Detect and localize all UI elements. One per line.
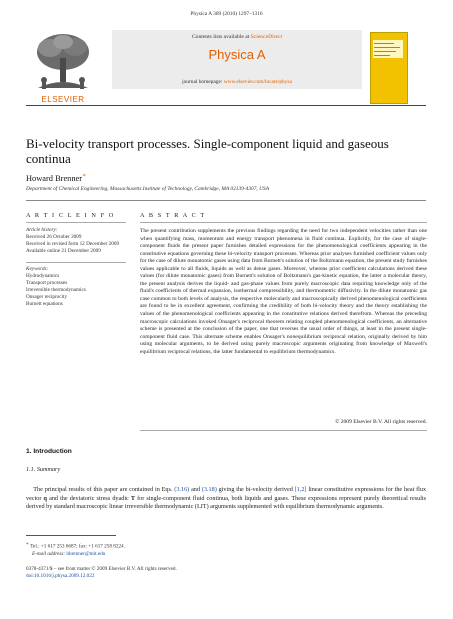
- body-text-run: giving the bi-velocity derived: [218, 486, 293, 493]
- email-label: E-mail address:: [32, 551, 66, 558]
- journal-homepage: [112, 79, 362, 85]
- footnote-rule: [26, 535, 116, 536]
- section-heading: 1. Introduction: [26, 448, 72, 455]
- article-history: [26, 227, 136, 255]
- body-text-run: and: [191, 486, 200, 493]
- homepage-link[interactable]: www.elsevier.com/locate/physa: [223, 79, 292, 85]
- citation-link[interactable]: [1,2]: [294, 486, 307, 493]
- journal-name: Physica A: [208, 47, 266, 62]
- footnote: [26, 540, 125, 559]
- sciencedirect-link[interactable]: ScienceDirect: [250, 34, 283, 40]
- keyword-item: Transport processes: [26, 280, 68, 286]
- equation-ref-link[interactable]: (3.16): [174, 486, 190, 493]
- body-text-run: The principal results of this paper are contained in Eqs.: [33, 486, 173, 493]
- history-item: Available online 21 December 2009: [26, 248, 101, 254]
- footnote-email-line: [26, 551, 125, 558]
- abstract-heading: A B S T R A C T: [140, 212, 206, 219]
- doi-link[interactable]: doi:10.1016/j.physa.2009.12.022: [26, 573, 95, 580]
- keywords-label: Keywords:: [26, 266, 49, 272]
- body-text-run: linear constitutive expressions for the heat flux vector: [26, 486, 427, 502]
- body-paragraph: [26, 486, 426, 512]
- homepage-prefix: journal homepage:: [182, 79, 224, 85]
- body-text-run: and the deviatoric stress dyadic: [49, 494, 129, 502]
- keyword-item: Hydrodynamics: [26, 273, 60, 279]
- symbol-q: q: [43, 494, 47, 502]
- abstract-rule: [140, 222, 427, 223]
- symbol-T: T: [130, 494, 136, 502]
- cover-text-line: [374, 55, 390, 56]
- keywords-block: [26, 266, 136, 308]
- history-item: Received 26 October 2009: [26, 234, 82, 240]
- affiliation: Department of Chemical Engineering, Massachusetts Institute of Technology, Cambridge, MA 02139-4307, USA: [26, 186, 270, 192]
- masthead-rule: [26, 105, 426, 106]
- cover-text-line: [374, 43, 394, 44]
- cover-text-line: [374, 47, 400, 48]
- equation-ref-link[interactable]: (3.18): [201, 486, 217, 493]
- header-rule: [26, 200, 426, 201]
- elsevier-tree-logo: [28, 30, 98, 92]
- article-title: Bi-velocity transport processes. Single-component liquid and gaseous continua: [26, 136, 389, 166]
- article-info-heading: A R T I C L E I N F O: [26, 212, 115, 219]
- keyword-item: Irreversible thermodynamics: [26, 287, 86, 293]
- issn-block: [26, 566, 177, 581]
- keyword-item: Burnett equations: [26, 301, 63, 307]
- doi-line: [26, 573, 177, 580]
- contents-line: [112, 34, 362, 40]
- author-line: [26, 172, 86, 183]
- keyword-item: Onsager reciprocity: [26, 294, 68, 300]
- email-link[interactable]: hbrenner@mit.edu: [66, 551, 106, 558]
- contents-prefix: Contents lists available at: [191, 34, 251, 40]
- body-text-run: for single-component fluid continua, both liquids and gases. These expressions represent purely theoretical results derived by standard macroscopic linear irreversible thermodynamic (LIT) arguments supplemented with equilibrium thermodynamic arguments.: [26, 494, 427, 511]
- history-label: Article history:: [26, 227, 58, 233]
- footnote-tel: Tel.: +1 617 253 6687; fax: +1 617 258 8224.: [30, 543, 125, 550]
- abstract-text: The present contribution supplements the previous findings regarding the need for two independent velocities rather than one when quantifying mass, momentum and energy transport phenomena in fluid continua. Explicitly, for the case of single-component fluids the present paper furnishes detailed expressions for the phenomenological coefficients appearing in the constitutive equations governing these bi-velocity transport processes. Whereas prior analyses furnished coefficient values only for the case of dilute monatomic gases using data from Burnett's solution of the Boltzmann equation, the present study furnishes values applicable to all fluids, liquids as well as dense gases. Moreover, whereas prior coefficient calculations derived these values (for dilute monatomic gases) from Burnett's solution of Boltzmann's gas-kinetic equation, the latter a molecular theory, the present analysis derives the liquid- and gas-phase values from purely macroscopic data requiring knowledge only of the fluid's coefficients of thermal expansion, isothermal compressibility, and thermometric diffusivity. In the dilute monatomic gas case common to both levels of analysis, the respective molecularly and macroscopically derived phenomenological coefficients are found to be in excellent agreement, confirming the credibility of both bi-velocity theory and the theory establishing the values of the phenomenological coefficients appearing in the constitutive relations derived therefrom. Whereas the preceding macroscopic calculations invoked Onsager's reciprocal theorem relating coupled phenomenological coefficients, an alternative scheme is presented at the conclusion of the paper, one that reverses the usual order of things, at least in the present single-component fluid case. This alternate scheme enables Onsager's nonequilibrium reciprocal relation, originally derived by him using molecular arguments, to be derived using purely macroscopic arguments originating from knowledge of Maxwell's equilibrium reciprocal relations, the latter fundamental to equilibrium thermodynamics.: [140, 228, 427, 355]
- history-item: Received in revised form 12 December 2009: [26, 241, 120, 247]
- running-header: Physica A 389 (2010) 1297–1316: [190, 11, 263, 17]
- abstract-bottom-rule: [140, 430, 427, 431]
- elsevier-wordmark: ELSEVIER: [41, 95, 85, 104]
- keywords-rule: [26, 262, 126, 263]
- subsection-heading: 1.1. Summary: [26, 466, 61, 473]
- article-info-rule: [26, 222, 126, 223]
- cover-text-line: [374, 51, 396, 52]
- author-name[interactable]: Howard Brenner: [26, 173, 83, 183]
- author-footnote-mark[interactable]: ∗: [82, 173, 87, 179]
- issn-line: 0378-4371/$ – see front matter © 2009 Elsevier B.V. All rights reserved.: [26, 566, 177, 572]
- abstract-copyright: © 2009 Elsevier B.V. All rights reserved.: [335, 419, 427, 425]
- footnote-mark: ∗: [26, 541, 29, 546]
- footnote-tel-line: [26, 540, 125, 551]
